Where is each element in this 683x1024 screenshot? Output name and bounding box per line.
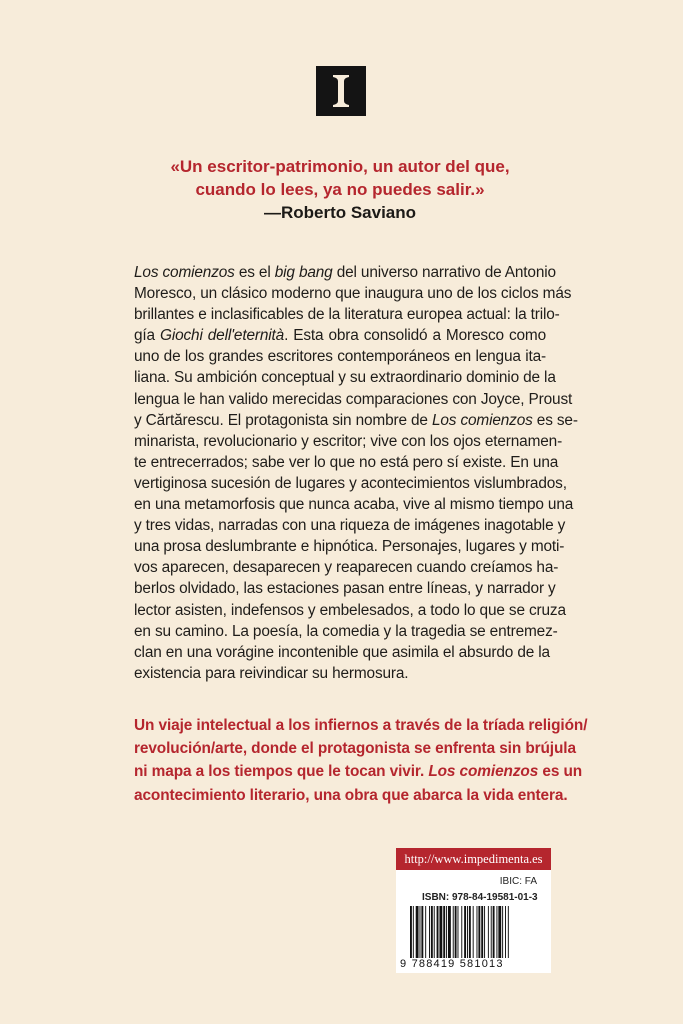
barcode-bar <box>413 906 414 958</box>
barcode-digits: 9 788419 581013 <box>400 958 504 970</box>
barcode-bar <box>453 906 454 958</box>
quote-author: —Roberto Saviano <box>263 203 417 222</box>
website-url[interactable]: http://www.impedimenta.es <box>396 848 551 870</box>
barcode-bar <box>496 906 497 958</box>
text-line: clan en una vorágine incontenible que asimila el absurdo de la <box>134 643 550 661</box>
barcode-bar <box>464 906 466 958</box>
barcode-bar <box>434 906 435 958</box>
barcode-bar <box>491 906 492 958</box>
barcode-bar <box>431 906 433 958</box>
barcode-bar <box>421 906 423 958</box>
barcode-bar <box>478 906 480 958</box>
ibic-code: IBIC: FA <box>499 876 537 887</box>
barcode-bar <box>508 906 509 958</box>
text-line: berlos olvidado, las estaciones pasan entre líneas, y narrador y <box>134 580 556 598</box>
text-line: una prosa deslumbrante e hipnótica. Personajes, lugares y moti- <box>134 538 565 556</box>
barcode-bar <box>498 906 501 958</box>
barcode-bar <box>425 906 426 958</box>
barcode-bar <box>505 906 506 958</box>
barcode-bar <box>446 906 447 958</box>
text-line: Los comienzos es el big bang del universo narrativo de Antonio <box>134 264 556 281</box>
barcode-bar <box>477 906 478 958</box>
barcode-bar <box>448 906 451 958</box>
barcode-bar <box>458 906 459 958</box>
isbn-box <box>396 848 551 973</box>
barcode-bar <box>502 906 503 958</box>
barcode-icon <box>410 906 537 958</box>
text-line: y Cărtărescu. El protagonista sin nombre de Los comienzos es se- <box>134 411 578 429</box>
barcode-bar <box>443 906 445 958</box>
synopsis <box>134 262 578 684</box>
text-line: en una metamorfosis que nunca acaba, vive al mismo tiempo una <box>134 496 574 514</box>
text-line: vertiginosa sucesión de lugares y acontecimientos vislumbrados, <box>134 474 567 492</box>
barcode-bar <box>473 906 474 958</box>
text-line: existencia para reivindicar su hermosura. <box>134 664 409 682</box>
impedimenta-logo-icon <box>316 66 366 116</box>
text-line: liana. Su ambición conceptual y su extraordinario dominio de la <box>134 369 556 387</box>
barcode-bar <box>410 906 412 958</box>
isbn-number: ISBN: 978-84-19581-01-3 <box>422 892 538 903</box>
text-line: te entrecerrados; sabe ver lo que no está pero sí existe. En una <box>134 453 559 471</box>
text-line: revolución/arte, donde el protagonista se enfrenta sin brújula <box>134 740 576 758</box>
barcode-bar <box>437 906 439 958</box>
text-line: vos aparecen, desaparecen y reaparecen cuando creíamos ha- <box>134 559 559 577</box>
text-line: ni mapa a los tiempos que le tocan vivir. Los comienzos es un <box>134 763 583 781</box>
pull-quote <box>120 155 560 224</box>
promo-text <box>134 714 588 807</box>
text-line: Un viaje intelectual a los infiernos a través de la tríada religión/ <box>134 717 588 734</box>
barcode-bar <box>461 906 462 958</box>
text-line: minarista, revolucionario y escritor; vive con los ojos eternamen- <box>134 432 563 450</box>
text-line: y tres vidas, narradas con una riqueza de imágenes inagotable y <box>134 517 566 535</box>
barcode-bar <box>416 906 419 958</box>
barcode-bar <box>481 906 483 958</box>
text-line: en su camino. La poesía, la comedia y la tragedia se entremez- <box>134 622 558 640</box>
text-line: lector asisten, indefensos y embelesados, a todo lo que se cruza <box>134 601 566 619</box>
barcode-bar <box>484 906 485 958</box>
barcode-bar <box>439 906 442 958</box>
barcode-bar <box>469 906 471 958</box>
text-line: acontecimiento literario, una obra que abarca la vida entera. <box>134 786 568 804</box>
text-line: uno de los grandes escritores contemporáneos en lengua ita- <box>134 348 546 366</box>
barcode-bar <box>429 906 430 958</box>
publisher-logo <box>316 66 366 116</box>
text-line: Moresco, un clásico moderno que inaugura uno de los ciclos más <box>134 285 572 303</box>
barcode-bar <box>493 906 495 958</box>
text-line: brillantes e inclasificables de la literatura europea actual: la trilo- <box>134 306 560 324</box>
quote-line: «Un escritor-patrimonio, un autor del que, <box>170 157 510 176</box>
barcode-bar <box>455 906 457 958</box>
barcode-bar <box>420 906 421 958</box>
barcode-bar <box>488 906 489 958</box>
quote-line: cuando lo lees, ya no puedes salir.» <box>195 180 485 199</box>
text-line: gía Giochi dell'eternità. Esta obra consolidó a Moresco como <box>134 327 546 345</box>
text-line: lengua le han valido merecidas comparaciones con Joyce, Proust <box>134 390 573 408</box>
barcode-bar <box>467 906 468 958</box>
